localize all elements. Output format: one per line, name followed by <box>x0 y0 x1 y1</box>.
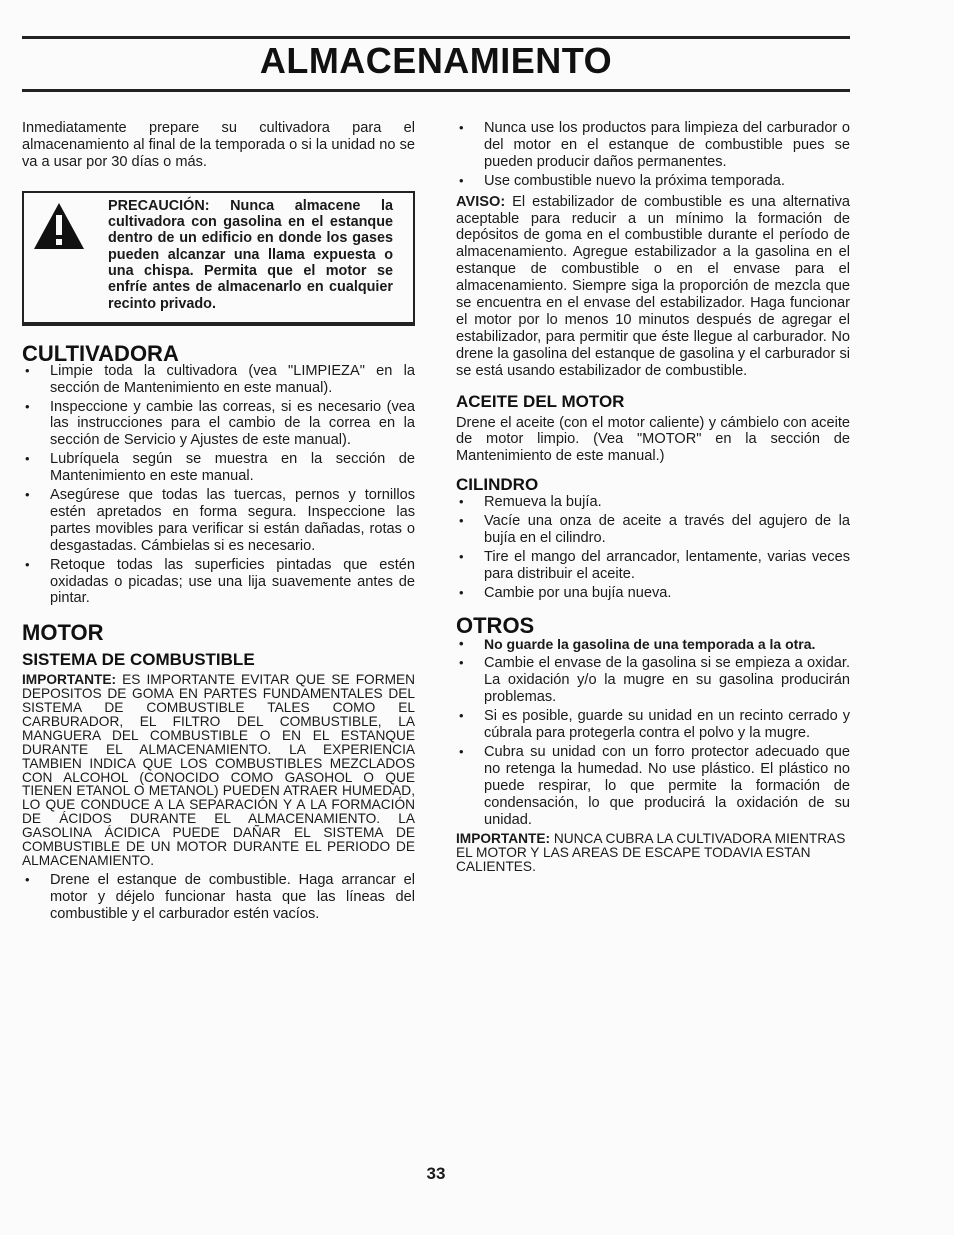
cultivadora-list <box>22 363 415 608</box>
warning-triangle-icon <box>32 201 86 251</box>
motor-list <box>22 872 415 923</box>
bullet-icon: • <box>459 548 464 564</box>
bullet-icon: • <box>459 708 464 724</box>
right-column <box>456 120 850 874</box>
bullet-icon: • <box>459 655 464 671</box>
bullet-icon: • <box>25 451 30 467</box>
bullet-icon: • <box>25 556 30 572</box>
list-item: • Tire el mango del arrancador, lentamente, varias veces para distribuir el aceite. <box>459 548 850 582</box>
fuel-important-note: IMPORTANTE: ES IMPORTANTE EVITAR QUE SE FORMEN DEPOSITOS DE GOMA EN PARTES FUNDAMENTALES DEL SISTEMA DE COMBUSTIBLE TALES COMO EL CARBURADOR, EL FILTRO DEL COMBUSTIBLE, LA MANGUERA DEL COMBUSTIBLE O EN EL ESTANQUE DURANTE EL ALMACENAMIENTO. LA EXPERIENCIA TAMBIEN INDICA QUE LOS COMBUSTIBLES MEZCLADOS CON ALCOHOL (CONOCIDO COMO GASOHOL O QUE TIENEN ETANOL O METANOL) PUEDEN ATRAER HUMEDAD, LO QUE CONDUCE A LA SEPARACIÓN Y A LA FORMACIÓN DE ÁCIDOS DURANTE EL ALMACENAMIENTO. LA GASOLINA ÁCIDICA PUEDE DAÑAR EL SISTEMA DE COMBUSTIBLE DE UN MOTOR DURANTE EL PERIODO DE ALMACENAMIENTO. <box>22 672 415 868</box>
list-item: • Lubríquela según se muestra en la sección de Mantenimiento en este manual. <box>25 451 415 485</box>
important-label: IMPORTANTE: <box>22 672 117 688</box>
page-number: 33 <box>426 1164 446 1183</box>
fuel-system-heading: SISTEMA DE COMBUSTIBLE <box>22 650 255 670</box>
important-label: IMPORTANTE: <box>456 831 551 847</box>
bullet-icon: • <box>459 513 464 529</box>
top-rule <box>22 36 850 39</box>
cultivadora-heading: CULTIVADORA <box>22 340 179 366</box>
bullet-icon: • <box>459 636 464 652</box>
otros-important-note: IMPORTANTE: NUNCA CUBRA LA CULTIVADORA MIENTRAS EL MOTOR Y LAS AREAS DE ESCAPE TODAVIA ESTAN CALIENTES. <box>456 831 846 875</box>
aceite-text: Drene el aceite (con el motor caliente) y cámbielo con aceite de motor limpio. (Vea "MOTOR" en la sección de Mantenimiento de este manual.) <box>456 414 850 465</box>
bullet-icon: • <box>25 487 30 503</box>
bullet-icon: • <box>25 871 30 887</box>
caution-box <box>22 191 415 326</box>
bullet-icon: • <box>459 584 464 600</box>
bullet-icon: • <box>459 494 464 510</box>
list-item: • Retoque todas las superficies pintadas que estén oxidadas o picadas; use una lija suavemente antes de pintar. <box>25 556 415 607</box>
cilindro-list <box>456 494 850 601</box>
title-underline <box>22 89 850 92</box>
aceite-heading: ACEITE DEL MOTOR <box>456 391 625 411</box>
list-item: • Si es posible, guarde su unidad en un recinto cerrado y cúbrala para protegerla contra el polvo y la mugre. <box>459 708 850 741</box>
list-item: • Nunca use los productos para limpieza del carburador o del motor en el estanque de combustible pues se pueden producir daños permanentes. <box>459 120 850 170</box>
page-title: ALMACENAMIENTO <box>259 40 613 81</box>
fuel-list-continued <box>456 120 850 190</box>
caution-text: PRECAUCIÓN: Nunca almacene la cultivadora con gasolina en el estanque dentro de un edificio en donde los gases pueden alcanzar una llama expuesta o una chispa. Permita que el motor se enfríe antes de almacenarlo en cualquier recinto privado. <box>108 197 393 312</box>
aviso-paragraph: AVISO: El estabilizador de combustible es una alternativa aceptable para reducir a un mínimo la formación de depósitos de goma en el combustible durante el período de almacenamiento. Agregue estabilizador a la gasolina en el estanque de combustible o en el envase para el almacenamiento. Siempre siga la proporción de mezcla que se encuentra en el envase del estabilizador. Haga funcionar el motor por lo menos 10 minutos después de agregar el estabilizador, para permitir que éste llegue al carburador. No drene la gasolina del estanque de gasolina y el carburador si se está usando estabilizador de combustible. <box>456 193 851 379</box>
list-item: • Drene el estanque de combustible. Haga arrancar el motor y déjelo funcionar hasta que las líneas del combustible y el carburador estén vacíos. <box>25 871 415 922</box>
list-item: • Limpie toda la cultivadora (vea "LIMPIEZA" en la sección de Mantenimiento en este manual). <box>25 362 415 396</box>
list-item: • No guarde la gasolina de una temporada a la otra. <box>459 636 816 653</box>
bullet-icon: • <box>25 362 30 378</box>
aviso-label: AVISO: <box>456 193 506 210</box>
bullet-icon: • <box>25 398 30 414</box>
list-item: • Asegúrese que todas las tuercas, pernos y tornillos estén apretados en forma segura. Inspeccione las partes movibles para verificar si están dañadas, rotas o desgastadas. Cámbielas si es necesario. <box>25 487 415 554</box>
list-item: • Cambie el envase de la gasolina si se empieza a oxidar. La oxidación y/o la mugre en su gasolina producirán problemas. <box>459 655 850 706</box>
otros-list <box>456 636 850 828</box>
list-item: • Remueva la bujía. <box>459 494 602 511</box>
list-item: • Inspeccione y cambie las correas, si es necesario (vea las instrucciones para el cambio de la correa en la sección de Servicio y Ajustes de este manual). <box>25 398 415 449</box>
motor-heading: MOTOR <box>22 620 104 646</box>
list-item: • Cubra su unidad con un forro protector adecuado que no retenga la humedad. No use plástico. El plástico no puede respirar, lo que permite la formación de condensación, lo que producirá la oxidación de su unidad. <box>459 743 850 828</box>
bullet-icon: • <box>459 743 464 759</box>
cilindro-heading: CILINDRO <box>456 475 539 495</box>
left-column <box>22 120 415 925</box>
intro-paragraph: Inmediatamente prepare su cultivadora para el almacenamiento al final de la temporada o si la unidad no se va a usar por 30 días o más. <box>22 120 415 170</box>
otros-heading: OTROS <box>456 612 535 638</box>
list-item: • Vacíe una onza de aceite a través del agujero de la bujía en el cilindro. <box>459 513 850 546</box>
list-item: • Cambie por una bujía nueva. <box>459 584 672 601</box>
bullet-icon: • <box>459 120 464 135</box>
list-item: • Use combustible nuevo la próxima temporada. <box>459 172 785 189</box>
bullet-icon: • <box>459 172 464 188</box>
